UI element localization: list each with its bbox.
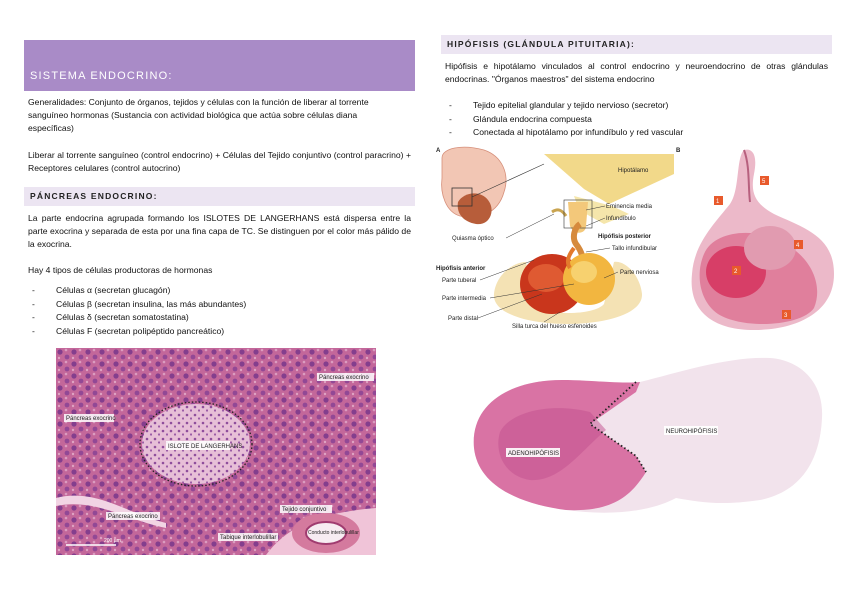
list-item: - Células α (secretan glucagón) [32, 285, 171, 295]
hipofisis-anatomy-diagram [434, 144, 674, 332]
label-pancreas-exocrino-3: Páncreas exocrino [108, 514, 158, 520]
label-hipofisis-posterior: Hipófisis posterior [598, 234, 652, 240]
label-b-4: 4 [796, 243, 800, 249]
pancreas-paragraph: La parte endocrina agrupada formando los ISLOTES DE LANGERHANS está dispersa entre la parte exocrina y separada de esta por una fina capa de TC. Se distinguen por el color más pálido de la exocrina. [28, 213, 411, 249]
list-item: - Células F (secretan polipéptido pancreático) [32, 325, 225, 336]
label-b-1: 1 [716, 199, 720, 205]
label-hipofisis-anterior: Hipófisis anterior [436, 266, 486, 272]
panel-label-a: A [436, 148, 441, 154]
section-header-pancreas [24, 187, 415, 206]
hipofisis-histology-c [470, 352, 826, 520]
label-pancreas-exocrino-1: Páncreas exocrino [319, 375, 369, 381]
label-parte-nerviosa: Parte nerviosa [620, 270, 659, 276]
panel-label-b: B [676, 148, 681, 154]
label-b-2: 2 [734, 269, 738, 275]
label-parte-distal: Parte distal [448, 316, 479, 322]
label-b-3: 3 [784, 313, 788, 319]
label-silla-turca: Silla turca del hueso esfenoides [512, 324, 597, 330]
generalidades-paragraph: Generalidades: Conjunto de órganos, tejidos y células con la función de liberar al torrente sanguíneo hormonas (Sustancia con actividad biológica que actúa sobre células diana específicas) [28, 97, 369, 133]
hipofisis-histology-b [674, 144, 838, 332]
hipofisis-paragraph: Hipófisis e hipotálamo vinculados al control endocrino y neuroendocrino de otras glándulas endocrinas. "Órganos maestros" del sistema endocrino [445, 61, 828, 84]
label-b-5: 5 [762, 179, 766, 185]
list-item: - Células β (secretan insulina, las más abundantes) [32, 298, 247, 309]
label-neurohipofisis: NEUROHIPÓFISIS [666, 429, 718, 435]
label-tallo: Tallo infundibular [612, 246, 658, 252]
list-item: - Células δ (secretan somatostatina) [32, 312, 189, 323]
section-header-hipofisis [441, 35, 832, 54]
label-tabique: Tabique interlobulillar [220, 535, 277, 541]
liberar-paragraph: Liberar al torrente sanguíneo (control endocrino) + Células del Tejido conjuntivo (control paracrino) + Receptores celulares (control autocrino) [28, 150, 411, 173]
label-tejido-conjuntivo: Tejido conjuntivo [282, 507, 327, 513]
label-infundibulo: Infundíbulo [606, 216, 636, 222]
section-subtitle: HIPÓFISIS (GLÁNDULA PITUITARIA): [447, 39, 636, 49]
label-eminencia: Eminencia media [606, 204, 653, 210]
label-quiasma: Quiasma óptico [452, 236, 494, 242]
label-islote-langerhans: ISLOTE DE LANGERHANS [168, 444, 243, 450]
pancreas-histology-image [56, 348, 376, 555]
hipofisis-list [445, 99, 828, 140]
section-header-sistema-endocrino [24, 40, 415, 91]
section-subtitle: PÁNCREAS ENDOCRINO: [30, 191, 158, 201]
list-item: - Tejido epitelial glandular y tejido nervioso (secretor) [449, 100, 669, 110]
label-adenohipofisis: ADENOHIPÓFISIS [508, 451, 560, 457]
tipos-intro: Hay 4 tipos de células productoras de hormonas [28, 265, 213, 275]
list-item: - Glándula endocrina compuesta [449, 113, 592, 124]
section-title: SISTEMA ENDOCRINO: [30, 70, 173, 82]
label-pancreas-exocrino-2: Páncreas exocrino [66, 416, 116, 422]
label-scale: 200 µm [104, 538, 121, 544]
label-hipotalamo: Hipotálamo [618, 168, 649, 174]
label-conducto: Conducto interlobulillar [308, 530, 359, 536]
list-item: - Conectada al hipotálamo por infundíbulo y red vascular [449, 127, 684, 138]
label-parte-intermedia: Parte intermedia [442, 296, 487, 302]
cell-types-list [28, 284, 408, 338]
label-parte-tuberal: Parte tuberal [442, 278, 477, 284]
